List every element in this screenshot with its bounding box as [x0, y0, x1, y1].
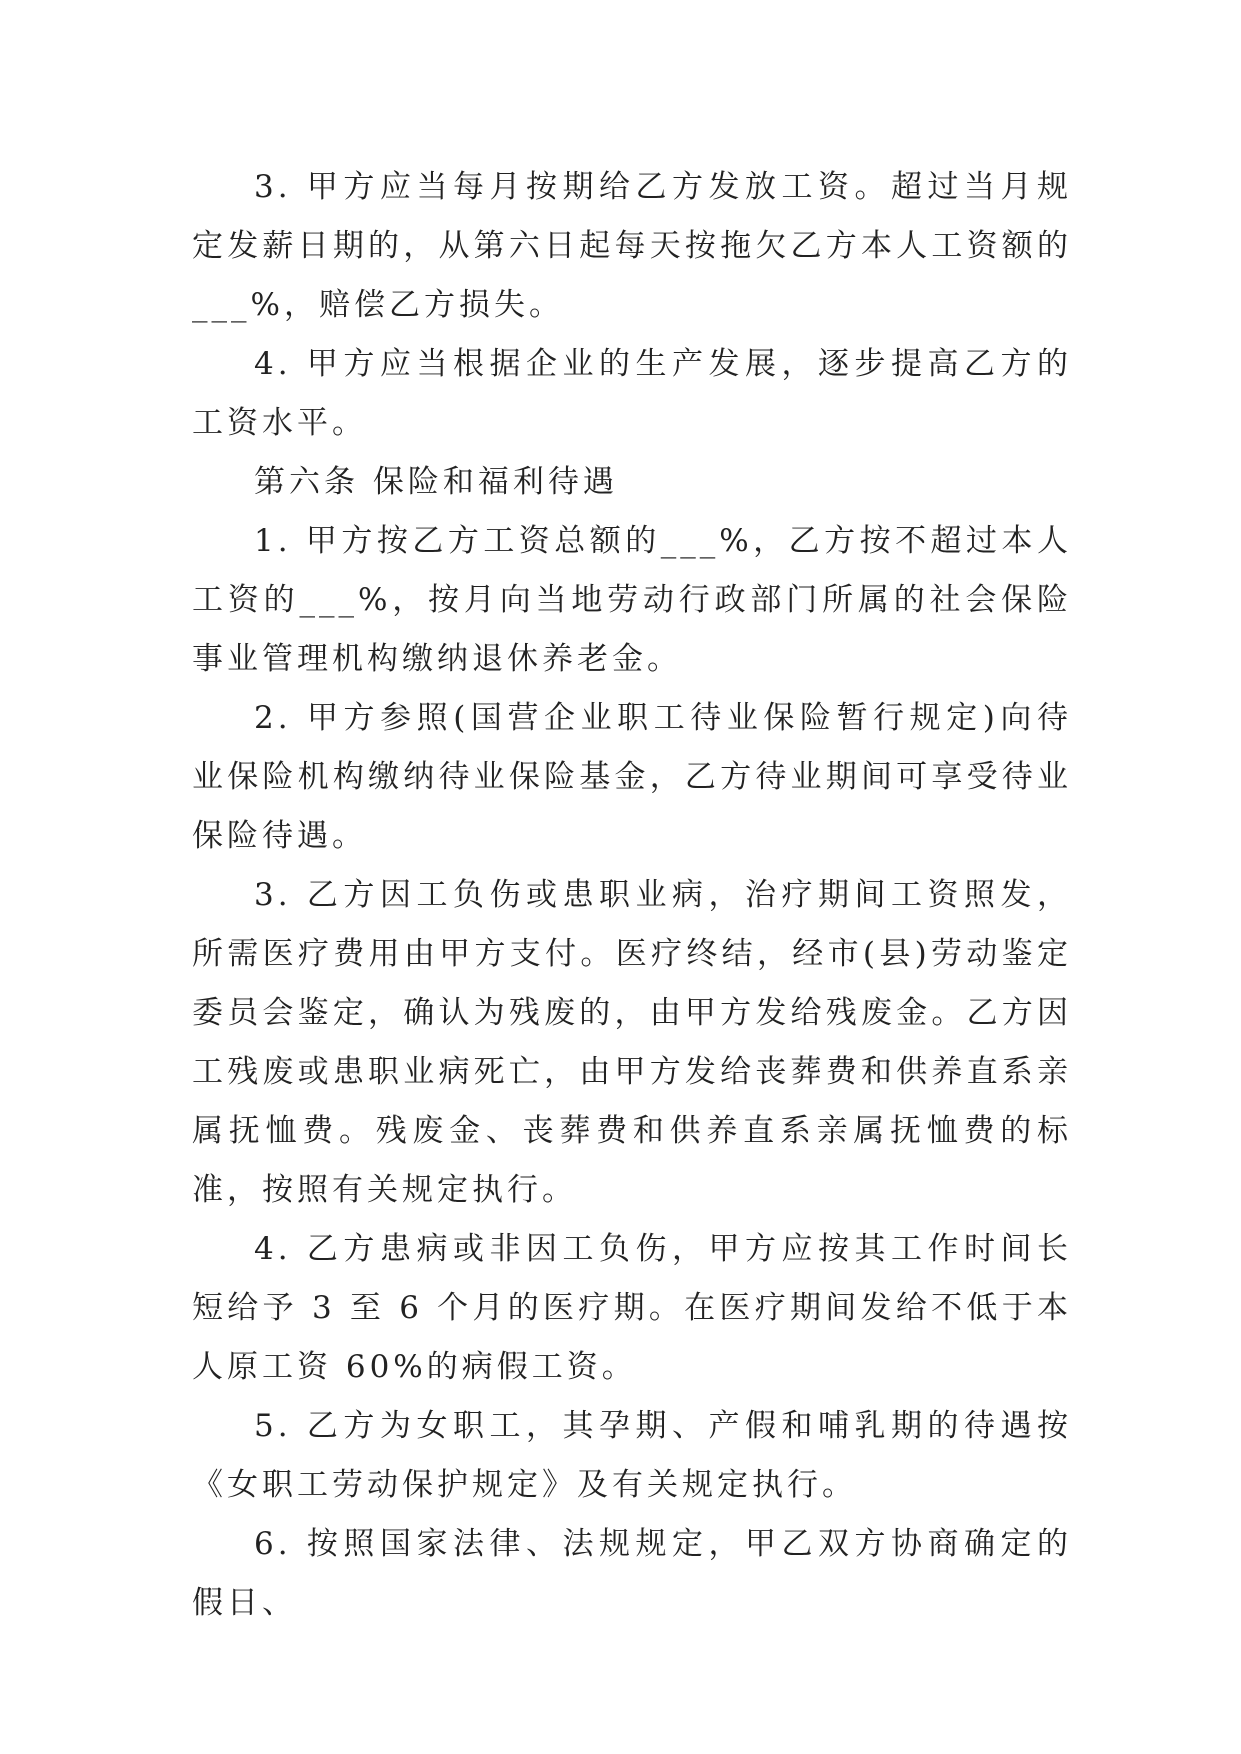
paragraph-wage-increase: 4. 甲方应当根据企业的生产发展，逐步提高乙方的工资水平。	[192, 346, 1072, 441]
paragraph-wage-payment: 3. 甲方应当每月按期给乙方发放工资。超过当月规定发薪日期的，从第六日起每天按拖欠乙方本人工资额的___%，赔偿乙方损失。	[192, 169, 1072, 323]
paragraph-sick-leave: 4. 乙方患病或非因工负伤，甲方应按其工作时间长短给予 3 至 6 个月的医疗期。在医疗期间发给不低于本人原工资 60%的病假工资。	[192, 1231, 1072, 1385]
paragraph-unemployment-insurance: 2. 甲方参照(国营企业职工待业保险暂行规定)向待业保险机构缴纳待业保险基金，乙方待业期间可享受待业保险待遇。	[192, 700, 1072, 854]
paragraph-holidays: 6. 按照国家法律、法规规定，甲乙双方协商确定的假日、	[192, 1526, 1072, 1621]
paragraph-female-workers: 5. 乙方为女职工，其孕期、产假和哺乳期的待遇按《女职工劳动保护规定》及有关规定执行。	[192, 1408, 1072, 1503]
paragraph-work-injury: 3. 乙方因工负伤或患职业病，治疗期间工资照发，所需医疗费用由甲方支付。医疗终结，经市(县)劳动鉴定委员会鉴定，确认为残废的，由甲方发给残废金。乙方因工残废或患职业病死亡，由甲方发给丧葬费和供养直系亲属抚恤费。残废金、丧葬费和供养直系亲属抚恤费的标准，按照有关规定执行。	[192, 877, 1072, 1208]
document-body	[192, 158, 1072, 1633]
paragraph-pension: 1. 甲方按乙方工资总额的___%，乙方按不超过本人工资的___%，按月向当地劳动行政部门所属的社会保险事业管理机构缴纳退休养老金。	[192, 523, 1072, 677]
section-heading-insurance: 第六条 保险和福利待遇	[254, 464, 618, 500]
